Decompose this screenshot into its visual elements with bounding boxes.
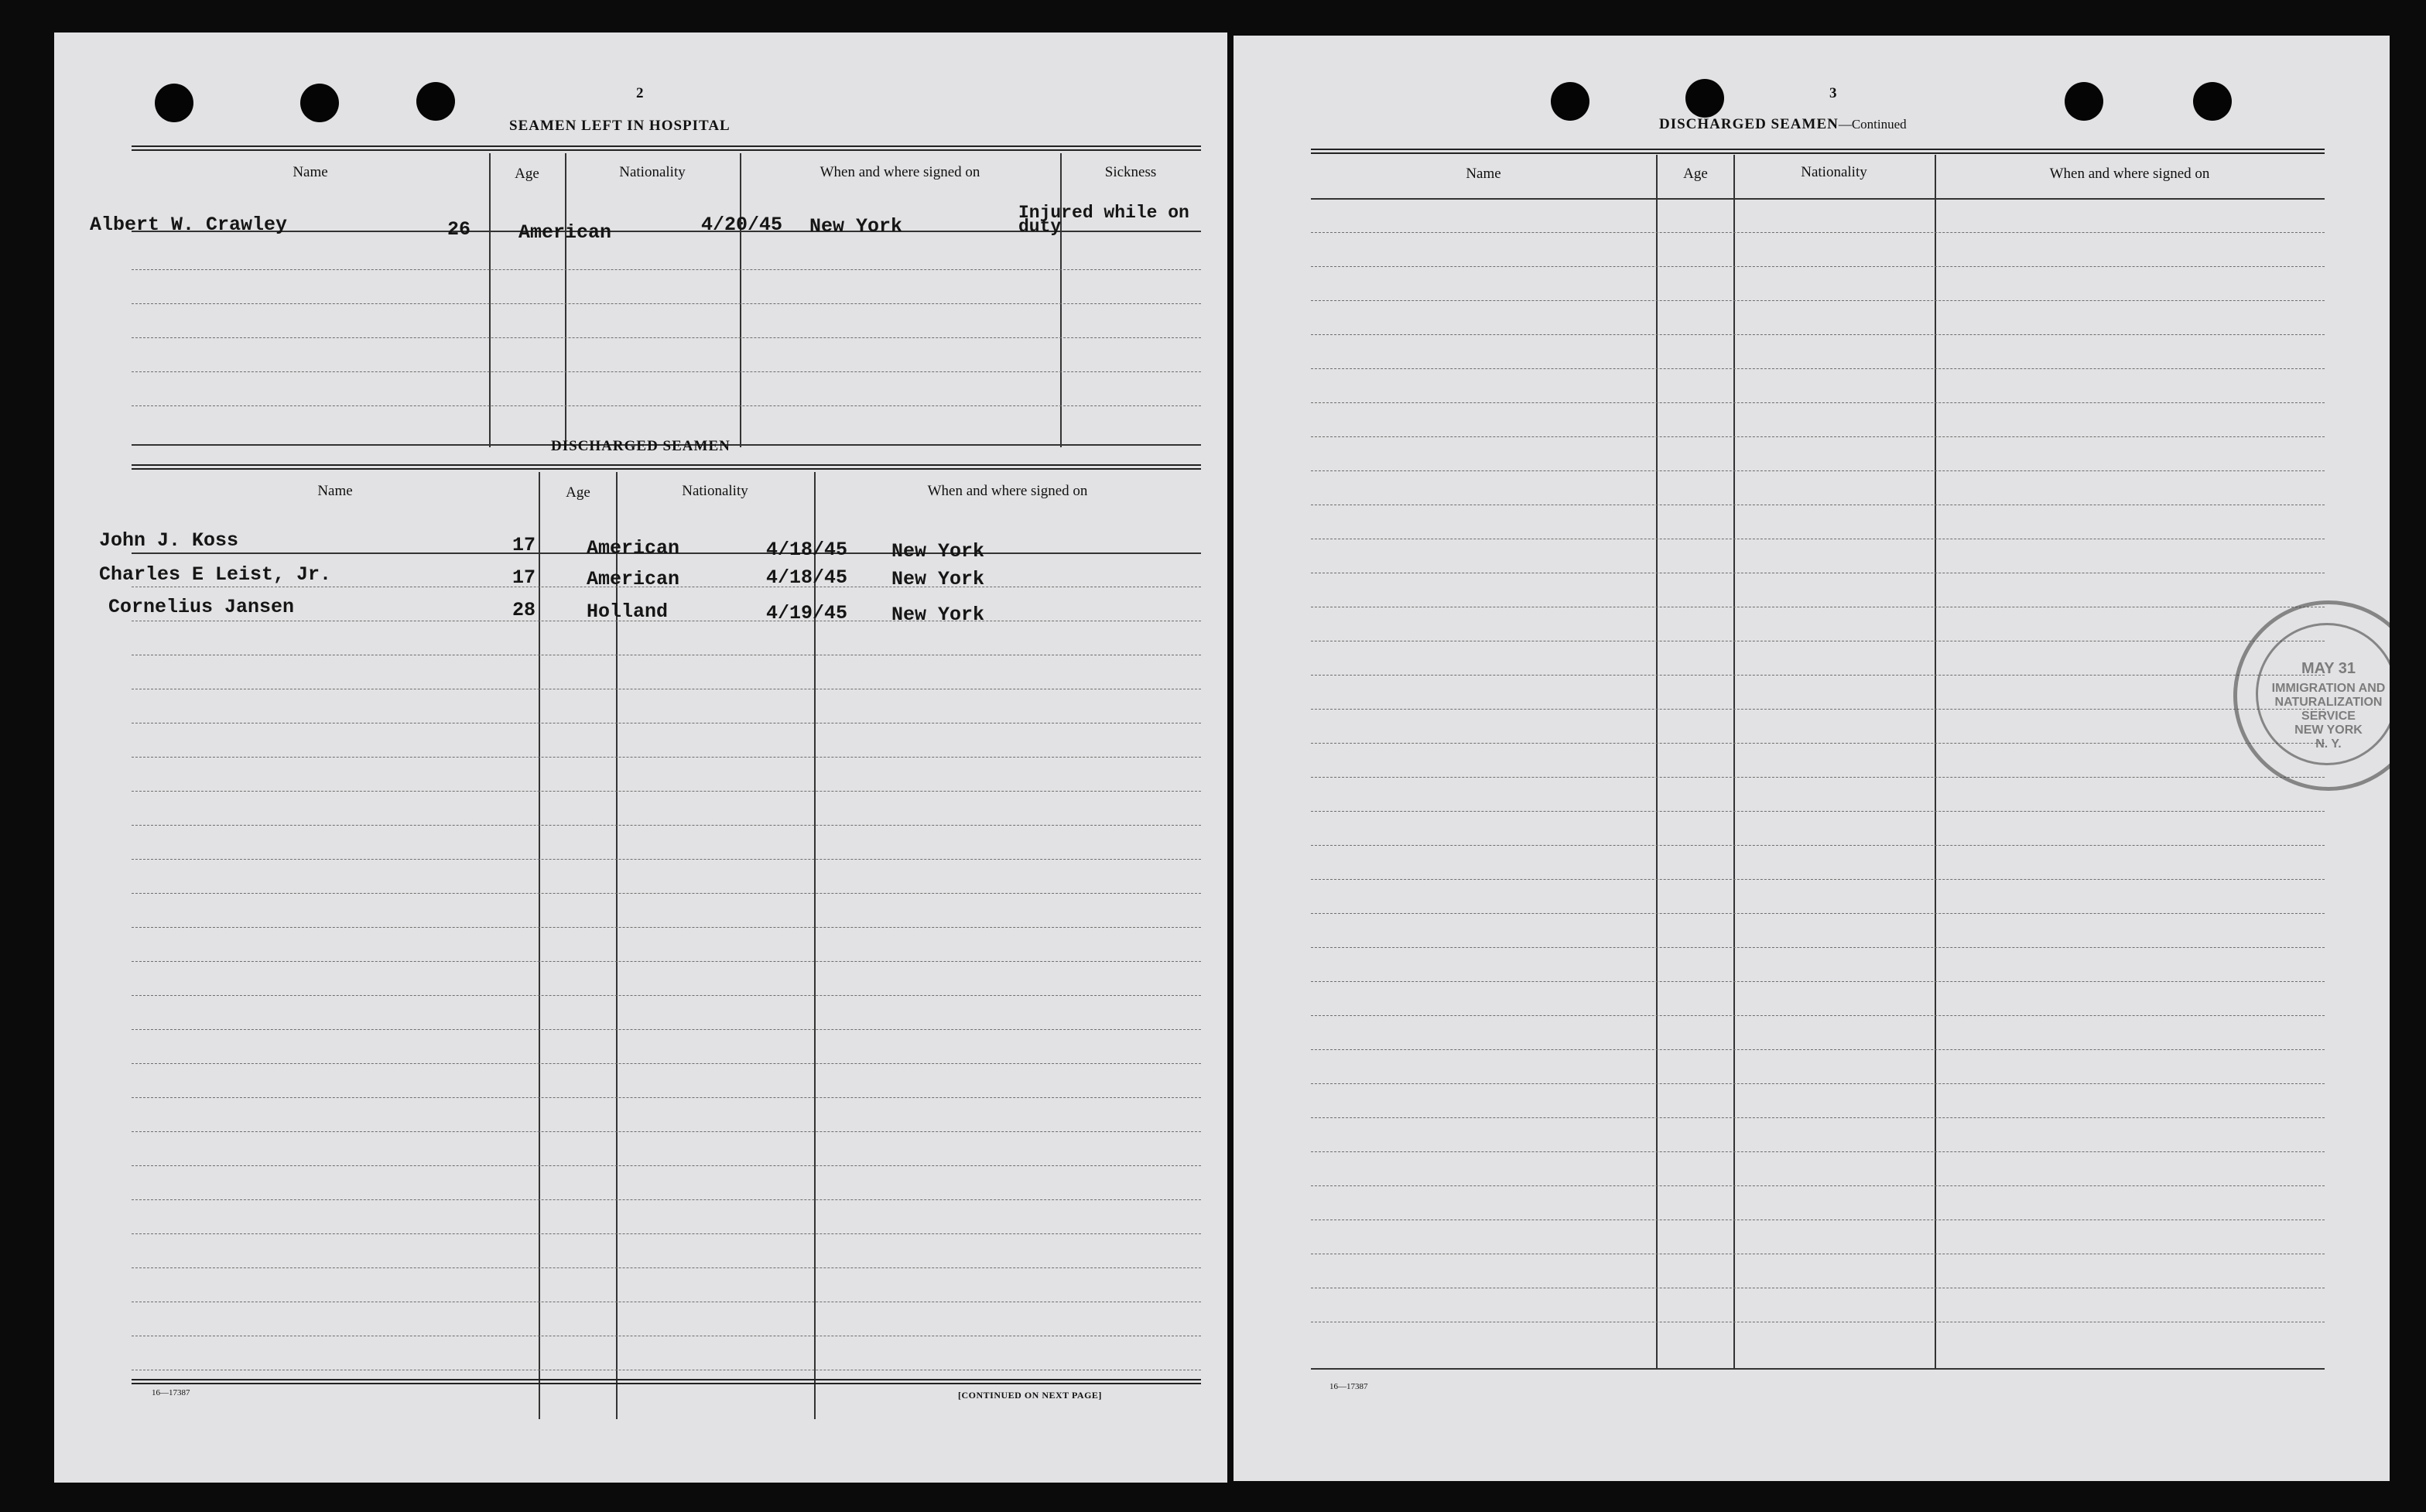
page-number: 2	[636, 85, 645, 101]
discharged-row-2-age: 17	[512, 566, 536, 589]
discharged-row-3-name: Cornelius Jansen	[108, 596, 295, 618]
hospital-row-age: 26	[447, 218, 471, 241]
continued-section-title-suffix: —Continued	[1838, 117, 1907, 132]
form-number: 16—17387	[152, 1388, 190, 1397]
punch-hole	[1685, 79, 1724, 118]
hospital-row-sickness: Injured while on duty	[1018, 203, 1189, 237]
right-page	[1234, 36, 2390, 1481]
stamp-line-4: NEW YORK	[2294, 724, 2363, 737]
hospital-table	[132, 153, 1201, 447]
discharged-row-2-date: 4/18/45	[766, 566, 848, 589]
column-header-nationality: Nationality	[619, 164, 686, 180]
punch-hole	[155, 84, 193, 122]
discharged-row-3-nationality: Holland	[587, 600, 669, 623]
stamp-line-3: SERVICE	[2301, 710, 2356, 723]
discharged-bottom-rule	[132, 1379, 1201, 1384]
column-header-age: Age	[515, 166, 539, 182]
column-header-nationality: Nationality	[682, 483, 748, 499]
discharged-row-3-age: 28	[512, 599, 536, 621]
discharged-row-2-place: New York	[891, 568, 985, 590]
stamp-line-1: IMMIGRATION AND	[2271, 682, 2386, 695]
column-header-signed-on: When and where signed on	[927, 483, 1088, 499]
continued-section-title	[1659, 116, 1907, 133]
column-header-nationality: Nationality	[1801, 164, 1867, 180]
column-header-age: Age	[566, 484, 590, 501]
hospital-row-date: 4/20/45	[701, 214, 783, 236]
column-header-sickness: Sickness	[1104, 164, 1157, 180]
column-header-name: Name	[317, 483, 353, 499]
page-number: 3	[1829, 85, 1838, 101]
left-page	[54, 32, 1227, 1483]
hospital-row-place: New York	[809, 215, 903, 238]
continued-note: [CONTINUED ON NEXT PAGE]	[958, 1390, 1102, 1401]
discharged-row-1-nationality: American	[587, 537, 680, 559]
continued-table	[1311, 155, 2325, 1370]
stamp-line-2: NATURALIZATION	[2274, 696, 2383, 709]
discharged-row-1-age: 17	[512, 534, 536, 556]
punch-hole	[300, 84, 339, 122]
continued-section-title-text: DISCHARGED SEAMEN	[1659, 116, 1839, 132]
continued-top-rule	[1311, 149, 2325, 154]
hospital-section-title: SEAMEN LEFT IN HOSPITAL	[509, 118, 731, 134]
discharged-row-1-date: 4/18/45	[766, 539, 848, 561]
hospital-top-rule	[132, 145, 1201, 151]
punch-hole	[1551, 82, 1589, 121]
column-header-age: Age	[1683, 166, 1708, 182]
column-header-name: Name	[293, 164, 328, 180]
hospital-row-name: Albert W. Crawley	[90, 214, 288, 236]
discharged-top-rule	[132, 464, 1201, 470]
discharged-section-title: DISCHARGED SEAMEN	[551, 438, 731, 454]
discharged-row-2-name: Charles E Leist, Jr.	[99, 563, 332, 586]
column-header-name: Name	[1466, 166, 1501, 182]
hospital-row-nationality: American	[518, 221, 612, 244]
discharged-row-2-nationality: American	[587, 568, 680, 590]
discharged-row-3-date: 4/19/45	[766, 602, 848, 624]
stamp-date: MAY 31	[2301, 660, 2356, 677]
punch-hole	[416, 82, 455, 121]
discharged-row-1-name: John J. Koss	[99, 529, 239, 552]
punch-hole	[2065, 82, 2103, 121]
punch-hole	[2193, 82, 2232, 121]
column-header-signed-on: When and where signed on	[2049, 166, 2210, 182]
stamp-line-5: N. Y.	[2315, 737, 2342, 751]
column-header-signed-on: When and where signed on	[820, 164, 980, 180]
form-number: 16—17387	[1329, 1382, 1368, 1391]
discharged-row-3-place: New York	[891, 604, 985, 626]
discharged-row-1-place: New York	[891, 540, 985, 563]
